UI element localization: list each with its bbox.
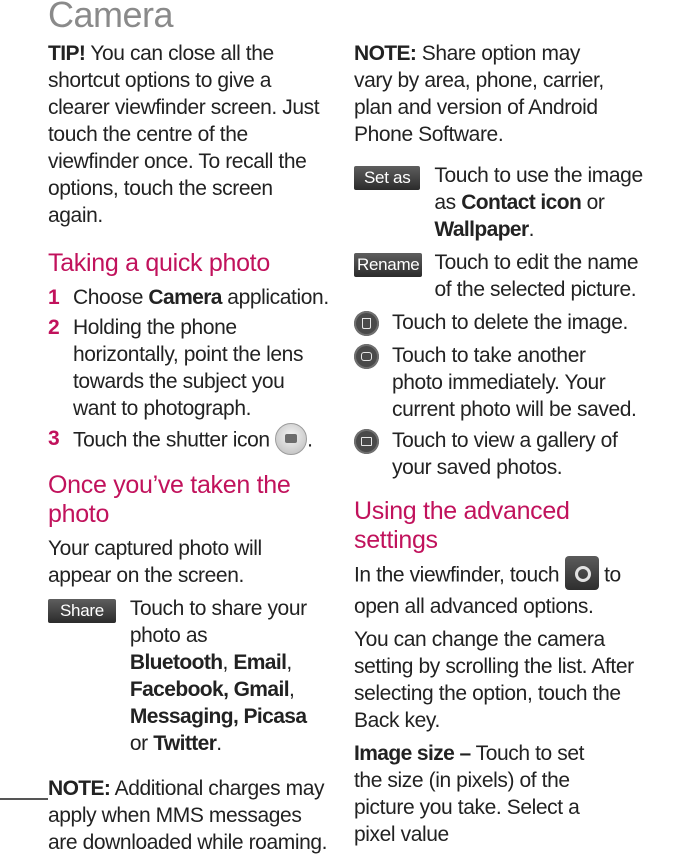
tip-paragraph xyxy=(48,40,330,229)
step-text-post: application. xyxy=(221,286,329,309)
step-number: 2 xyxy=(48,316,60,339)
set-as-description xyxy=(434,162,654,243)
page-footer-rule xyxy=(0,798,48,800)
shutter-icon xyxy=(275,423,307,455)
set-as-button[interactable]: Set as xyxy=(354,166,420,190)
share-option: Messaging, Picasa xyxy=(129,705,307,728)
gallery-icon[interactable] xyxy=(354,429,379,454)
delete-row xyxy=(354,309,654,336)
step-text-main: Touch the shutter icon xyxy=(73,428,270,452)
image-size-text: Touch to set the size (in pixels) of the picture you take. Select a pixel value xyxy=(354,742,585,846)
advanced-text: In the viewfinder, touch xyxy=(354,563,565,587)
step-number: 3 xyxy=(48,427,60,450)
step-item xyxy=(48,314,330,422)
quick-photo-heading: Taking a quick photo xyxy=(48,249,270,277)
advanced-text: to open all advanced options. xyxy=(354,563,621,618)
note-label: NOTE: xyxy=(354,42,417,65)
advanced-scroll-paragraph: You can change the camera setting by scrolling the list. After selecting the option, touch the Back key. xyxy=(354,628,634,732)
camera-row xyxy=(354,342,654,423)
roaming-note xyxy=(48,775,330,856)
share-sep: . xyxy=(216,732,222,755)
set-as-option: Wallpaper xyxy=(434,218,529,241)
share-button[interactable]: Share xyxy=(48,599,116,623)
trash-icon[interactable] xyxy=(354,311,379,336)
right-column xyxy=(354,40,654,848)
share-row xyxy=(48,595,330,757)
note-text: Share option may vary by area, phone, carrier, plan and version of Android Phone Software. xyxy=(354,42,604,146)
step-text-bold: Camera xyxy=(148,286,222,309)
set-as-row xyxy=(354,162,654,243)
share-sep: , xyxy=(286,651,292,674)
taken-photo-heading: Once you’ve taken the photo xyxy=(48,471,291,528)
tip-label: TIP! xyxy=(48,42,86,65)
page-title: Camera xyxy=(48,0,174,35)
rename-button[interactable]: Rename xyxy=(354,253,422,277)
left-column xyxy=(48,40,330,856)
step-item xyxy=(48,284,330,311)
camera-icon[interactable] xyxy=(354,344,379,369)
settings-gear-icon[interactable] xyxy=(565,556,599,590)
image-size-paragraph xyxy=(354,740,614,848)
tip-text: You can close all the shortcut options to give a clearer viewfinder screen. Just touch the centre of the viewfinder once. To recall the options, touch the screen again. xyxy=(48,42,320,227)
share-sep: , xyxy=(222,651,234,674)
share-option: Twitter xyxy=(153,732,217,755)
step-text xyxy=(73,284,329,311)
advanced-open-paragraph xyxy=(354,559,624,620)
set-as-text: Touch to use the image as xyxy=(434,164,643,214)
share-option: Bluetooth xyxy=(129,651,223,674)
taken-photo-intro: Your captured photo will appear on the screen. xyxy=(48,537,262,587)
step-text-pre: Choose xyxy=(73,286,149,309)
step-number: 1 xyxy=(48,286,60,309)
share-sep: , xyxy=(288,678,295,701)
share-note xyxy=(354,40,604,148)
step-text xyxy=(73,425,313,457)
gallery-description: Touch to view a gallery of your saved photos. xyxy=(392,429,618,479)
advanced-heading: Using the advanced settings xyxy=(354,497,570,554)
share-sep: or xyxy=(129,732,154,755)
set-as-sep: . xyxy=(528,218,535,241)
rename-row xyxy=(354,249,654,303)
set-as-sep: or xyxy=(581,191,605,214)
image-size-label: Image size – xyxy=(354,742,471,765)
quick-photo-steps xyxy=(48,284,330,457)
share-option: Facebook, Gmail xyxy=(129,678,289,701)
share-option: Email xyxy=(233,651,287,674)
step-text: Holding the phone horizontally, point the lens towards the subject you want to photograph. xyxy=(73,316,304,420)
rename-description: Touch to edit the name of the selected picture. xyxy=(434,251,639,301)
step-text-post: . xyxy=(307,428,313,452)
set-as-option: Contact icon xyxy=(461,191,582,214)
share-description xyxy=(130,595,310,757)
gallery-row xyxy=(354,427,654,481)
step-item xyxy=(48,425,330,457)
note-label: NOTE: xyxy=(48,777,111,800)
camera-description: Touch to take another photo immediately. Your current photo will be saved. xyxy=(392,344,637,421)
note-text: Additional charges may apply when MMS messages are downloaded while roaming. xyxy=(48,777,328,854)
delete-description: Touch to delete the image. xyxy=(392,311,628,334)
share-text: Touch to share your photo as xyxy=(129,597,307,647)
